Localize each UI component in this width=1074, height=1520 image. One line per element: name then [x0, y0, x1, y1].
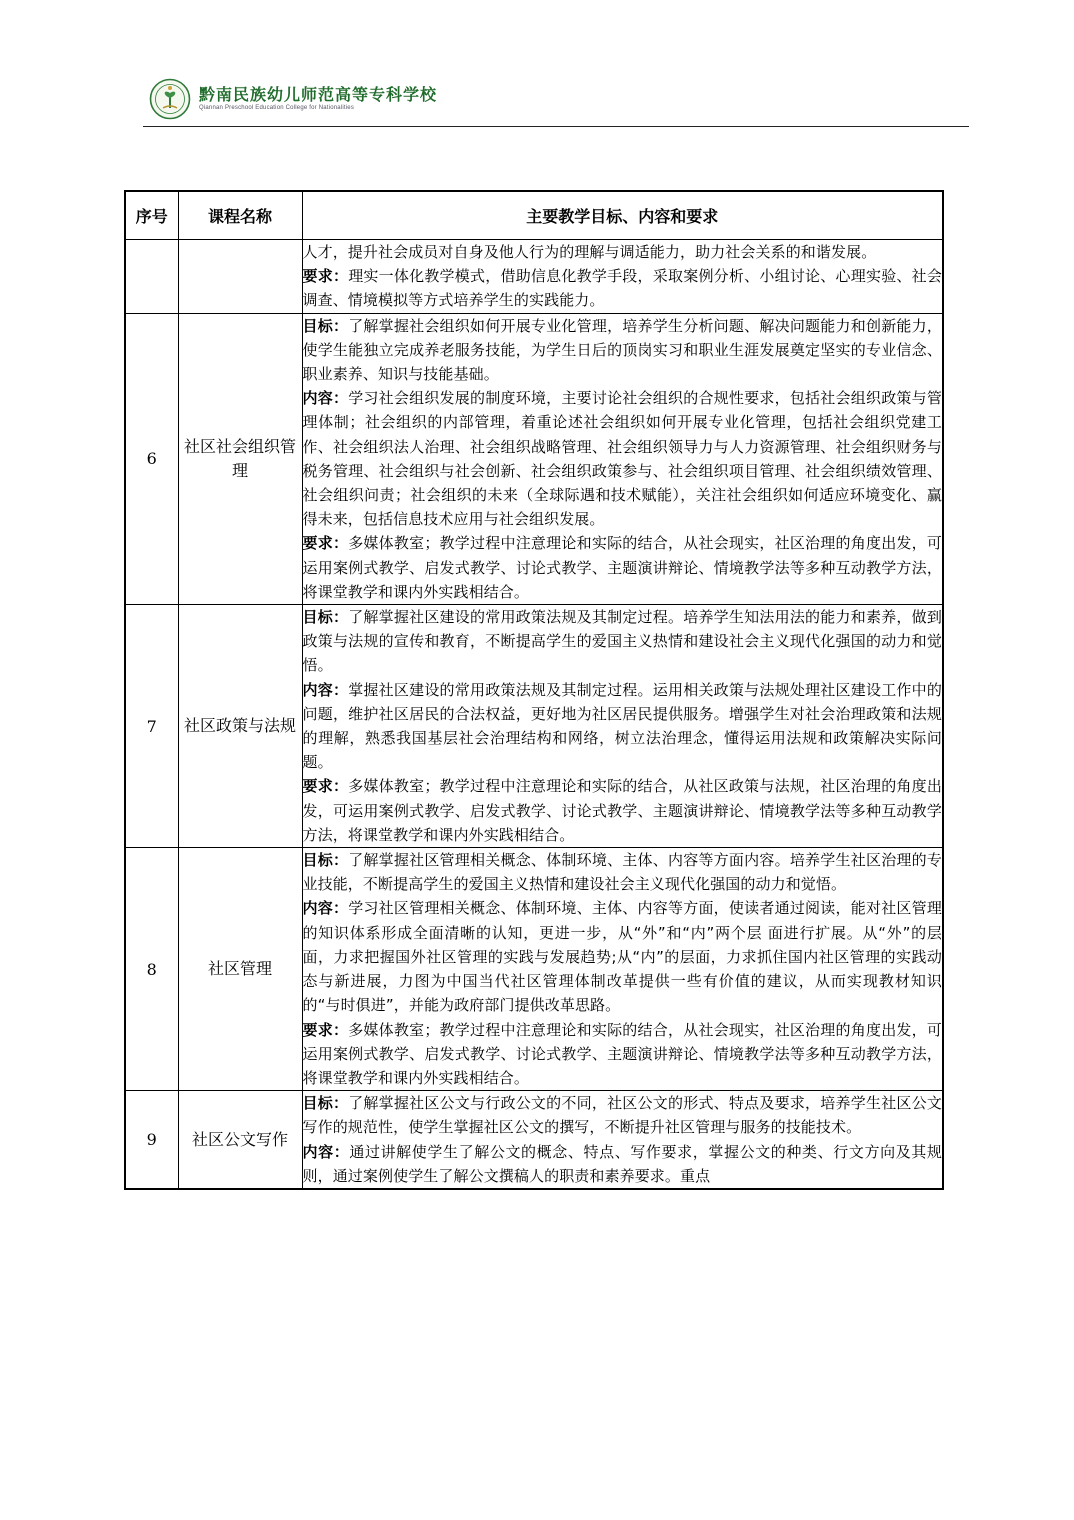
table-header-row — [125, 191, 943, 240]
requirement-paragraph: 要求：多媒体教室；教学过程中注意理论和实际的结合，从社会现实，社区治理的角度出发，可运用案例式教学、启发式教学、讨论式教学、主题演讲辩论、情境教学法等多种互动教学方法，将课堂教学和课内外实践相结合。 — [302, 534, 942, 601]
course-no: 9 — [125, 1091, 178, 1189]
school-name-en: Qiannan Preschool Education College for Nationalities — [199, 105, 355, 111]
table-row — [125, 848, 943, 1091]
table-row — [125, 1091, 943, 1189]
course-name: 社区政策与法规 — [178, 605, 302, 848]
content-paragraph: 内容：学习社会组织发展的制度环境，主要讨论社会组织的合规性要求，包括社会组织政策与管理体制；社会组织的内部管理，着重论述社会组织如何开展专业化管理，包括社会组织党建工作、社会组织法人治理、社会组织战略管理、社会组织领导力与人力资源管理、社会组织财务与税务管理、社会组织与社会创新、社会组织政策参与、社会组织项目管理、社会组织绩效管理、社会组织问责；社会组织的未来（全球际遇和技术赋能），关注社会组织如何适应环境变化、赢得未来，包括信息技术应用与社会组织发展。 — [302, 389, 942, 529]
table-row — [125, 313, 943, 604]
page-header — [143, 76, 969, 128]
header-no: 序号 — [125, 191, 178, 240]
course-content — [302, 240, 943, 314]
requirement-paragraph: 要求：多媒体教室；教学过程中注意理论和实际的结合，从社会现实，社区治理的角度出发，可运用案例式教学、启发式教学、讨论式教学、主题演讲辩论、情境教学法等多种互动教学方法，将课堂教学和课内外实践相结合。 — [302, 1020, 942, 1087]
header-divider — [143, 126, 969, 127]
requirement-paragraph: 要求：理实一体化教学模式，借助信息化教学手段，采取案例分析、小组讨论、心理实验、社会调查、情境模拟等方式培养学生的实践能力。 — [302, 267, 942, 310]
requirement-paragraph: 要求：多媒体教室；教学过程中注意理论和实际的结合，从社区政策与法规，社区治理的角度出发，可运用案例式教学、启发式教学、讨论式教学、主题演讲辩论、情境教学法等多种互动教学方法，将课堂教学和课内外实践相结合。 — [302, 777, 942, 844]
course-name: 社区管理 — [178, 848, 302, 1091]
course-content — [302, 848, 943, 1091]
table-row — [125, 240, 943, 314]
course-name — [178, 240, 302, 314]
course-content — [302, 313, 943, 604]
header-content: 主要教学目标、内容和要求 — [302, 191, 943, 240]
content-paragraph: 人才，提升社会成员对自身及他人行为的理解与调适能力，助力社会关系的和谐发展。 — [302, 243, 877, 261]
objective-paragraph: 目标：了解掌握社会组织如何开展专业化管理，培养学生分析问题、解决问题能力和创新能力，使学生能独立完成养老服务技能，为学生日后的顶岗实习和职业生涯发展奠定坚实的专业信念、职业素养、知识与技能基础。 — [302, 316, 942, 384]
course-no: 8 — [125, 848, 178, 1091]
table-row — [125, 605, 943, 848]
school-emblem-icon — [149, 78, 191, 120]
school-name-cn: 黔南民族幼儿师范高等专科学校 — [199, 85, 438, 104]
course-name: 社区社会组织管理 — [178, 313, 302, 604]
objective-paragraph: 目标：了解掌握社区管理相关概念、体制环境、主体、内容等方面内容。培养学生社区治理的专业技能，不断提高学生的爱国主义热情和建设社会主义现代化强国的动力和觉悟。 — [302, 851, 942, 894]
course-name: 社区公文写作 — [178, 1091, 302, 1189]
content-paragraph: 内容：学习社区管理相关概念、体制环境、主体、内容等方面，使读者通过阅读，能对社区管理的知识体系形成全面清晰的认知，更进一步，从“外”和“内”两个层 面进行扩展。从“外”的层面，力求把握国外社区管理的实践与发展趋势;从“内”的层面，力求抓住国内社区管理的实践动态与新进展，力图为中国当代社区管理体制改革提供一些有价值的建议，从而实现教材知识的“与时俱进”，并能为政府部门提供改革思路。 — [302, 899, 942, 1015]
course-content — [302, 1091, 943, 1189]
course-no: 6 — [125, 313, 178, 604]
header-course-name: 课程名称 — [178, 191, 302, 240]
objective-paragraph: 目标：了解掌握社区公文与行政公文的不同，社区公文的形式、特点及要求，培养学生社区公文写作的规范性，使学生掌握社区公文的撰写，不断提升社区管理与服务的技能技术。 — [302, 1094, 942, 1137]
course-table — [124, 190, 944, 1190]
content-paragraph: 内容：掌握社区建设的常用政策法规及其制定过程。运用相关政策与法规处理社区建设工作中的问题，维护社区居民的合法权益，更好地为社区居民提供服务。增强学生对社会治理政策和法规的理解，熟悉我国基层社会治理结构和网络，树立法治理念，懂得运用法规和政策解决实际问题。 — [302, 680, 942, 772]
content-paragraph: 内容：通过讲解使学生了解公文的概念、特点、写作要求，掌握公文的种类、行文方向及其规则，通过案例使学生了解公文撰稿人的职责和素养要求。重点 — [302, 1142, 942, 1185]
course-content — [302, 605, 943, 848]
objective-paragraph: 目标：了解掌握社区建设的常用政策法规及其制定过程。培养学生知法用法的能力和素养，做到政策与法规的宣传和教育，不断提高学生的爱国主义热情和建设社会主义现代化强国的动力和觉悟。 — [302, 608, 942, 675]
course-no — [125, 240, 178, 314]
course-no: 7 — [125, 605, 178, 848]
